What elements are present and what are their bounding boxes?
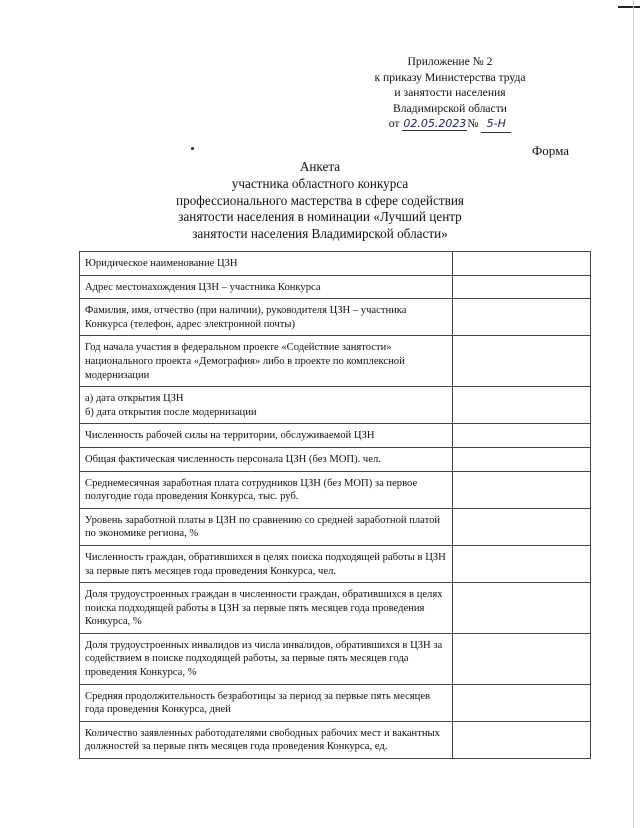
order-number-sign: № — [467, 117, 479, 131]
row-label-text: Общая фактическая численность персонала ЦЗН (без МОП). чел. — [85, 453, 381, 465]
row-value-field[interactable] — [452, 508, 590, 545]
survey-table — [79, 251, 591, 759]
row-value-field[interactable] — [452, 336, 590, 387]
row-label — [80, 275, 453, 299]
row-value-field[interactable] — [452, 299, 590, 336]
row-label — [80, 447, 453, 471]
table-row — [80, 387, 591, 424]
row-value-field[interactable] — [452, 447, 590, 471]
row-value-field[interactable] — [452, 387, 590, 424]
row-label-text: Среднемесячная заработная плата сотрудников ЦЗН (без МОП) за первое полугодие года проведения Конкурса, тыс. руб. — [85, 477, 418, 503]
row-label-text: Уровень заработной платы в ЦЗН по сравнению со средней заработной платой по экономике региона, % — [85, 514, 441, 540]
row-label — [80, 252, 453, 276]
title-line: профессионального мастерства в сфере содействия — [176, 192, 464, 208]
row-label-text: Численность рабочей силы на территории, обслуживаемой ЦЗН — [85, 430, 375, 442]
row-label-text: Доля трудоустроенных граждан в численности граждан, обратившихся в целях поиска подходящей работы в ЦЗН за первые пять месяцев года проведения Конкурса, % — [85, 589, 443, 628]
appendix-header — [360, 54, 540, 133]
row-label-text: Доля трудоустроенных инвалидов из числа инвалидов, обратившихся в ЦЗН за содействием в поиске подходящей работы, за первые пять месяцев года проведения Конкурса, % — [85, 639, 443, 679]
row-label — [80, 471, 453, 508]
row-label — [80, 633, 453, 684]
row-label-text: а) дата открытия ЦЗН — [85, 393, 184, 405]
order-reference — [360, 116, 540, 133]
row-value-field[interactable] — [452, 633, 590, 684]
table-row — [80, 471, 591, 508]
row-label-text: Адрес местонахождения ЦЗН – участника Конкурса — [85, 281, 321, 293]
table-row — [80, 508, 591, 545]
row-label — [80, 508, 453, 545]
row-label-text: Численность граждан, обратившихся в целях поиска подходящей работы в ЦЗН за первые пять месяцев года проведения Конкурса, чел. — [85, 551, 446, 577]
order-prefix: от — [388, 117, 400, 131]
row-value-field[interactable] — [452, 275, 590, 299]
row-value-field[interactable] — [452, 471, 590, 508]
row-value-field[interactable] — [452, 721, 590, 758]
row-label — [80, 336, 453, 387]
row-label-text: Юридическое наименование ЦЗН — [85, 258, 238, 269]
row-label — [80, 424, 453, 448]
title-line: участника областного конкурса — [231, 175, 409, 191]
row-label-text: б) дата открытия после модернизации — [85, 406, 257, 418]
row-value-field[interactable] — [452, 545, 590, 582]
appendix-line: Приложение № 2 — [407, 55, 493, 68]
row-label — [80, 721, 453, 758]
table-row — [80, 545, 591, 582]
appendix-line: к приказу Министерства труда — [374, 70, 526, 84]
row-label-text: Год начала участия в федеральном проекте «Содействие занятости» национального проекта «Демография» либо в проекте по комплексной модернизации — [85, 342, 405, 381]
row-value-field[interactable] — [452, 583, 590, 634]
row-label — [80, 545, 453, 582]
row-value-field[interactable] — [452, 684, 590, 721]
table-row — [80, 633, 591, 684]
table-row — [80, 583, 591, 634]
table-row — [80, 447, 591, 471]
order-number-handwritten: 5-Н — [481, 116, 511, 133]
table-row — [80, 684, 591, 721]
appendix-line: Владимирской области — [393, 101, 507, 115]
row-label — [80, 583, 453, 634]
title-line: занятости населения Владимирской области» — [192, 226, 448, 242]
title-line: Анкета — [299, 159, 341, 174]
table-row — [80, 424, 591, 448]
table-row — [80, 275, 591, 299]
table-row — [80, 299, 591, 336]
row-value-field[interactable] — [452, 424, 590, 448]
table-row — [80, 252, 591, 276]
row-label — [80, 299, 453, 336]
row-label-text: Средняя продолжительность безработицы за период за первые пять месяцев года проведения Конкурса, дней — [85, 690, 431, 716]
scan-edge-line — [633, 0, 634, 828]
title-line: занятости населения в номинации «Лучший центр — [178, 209, 462, 225]
form-label: Форма — [532, 143, 569, 158]
row-label-text: Фамилия, имя, отчество (при наличии), руководителя ЦЗН – участника Конкурса (телефон, адрес электронной почты) — [85, 305, 407, 330]
appendix-line: и занятости населения — [394, 86, 506, 100]
scan-corner-mark — [618, 6, 640, 8]
document-title — [140, 159, 500, 243]
order-date-handwritten: 02.05.2023 — [403, 117, 467, 131]
row-label-text: Количество заявленных работодателями свободных рабочих мест и вакантных должностей за первые пять месяцев года проведения Конкурса, ед. — [85, 727, 440, 753]
row-label — [80, 387, 453, 424]
row-label — [80, 684, 453, 721]
scan-dot — [191, 147, 194, 150]
table-row — [80, 721, 591, 758]
table-row — [80, 336, 591, 387]
row-value-field[interactable] — [452, 252, 590, 276]
